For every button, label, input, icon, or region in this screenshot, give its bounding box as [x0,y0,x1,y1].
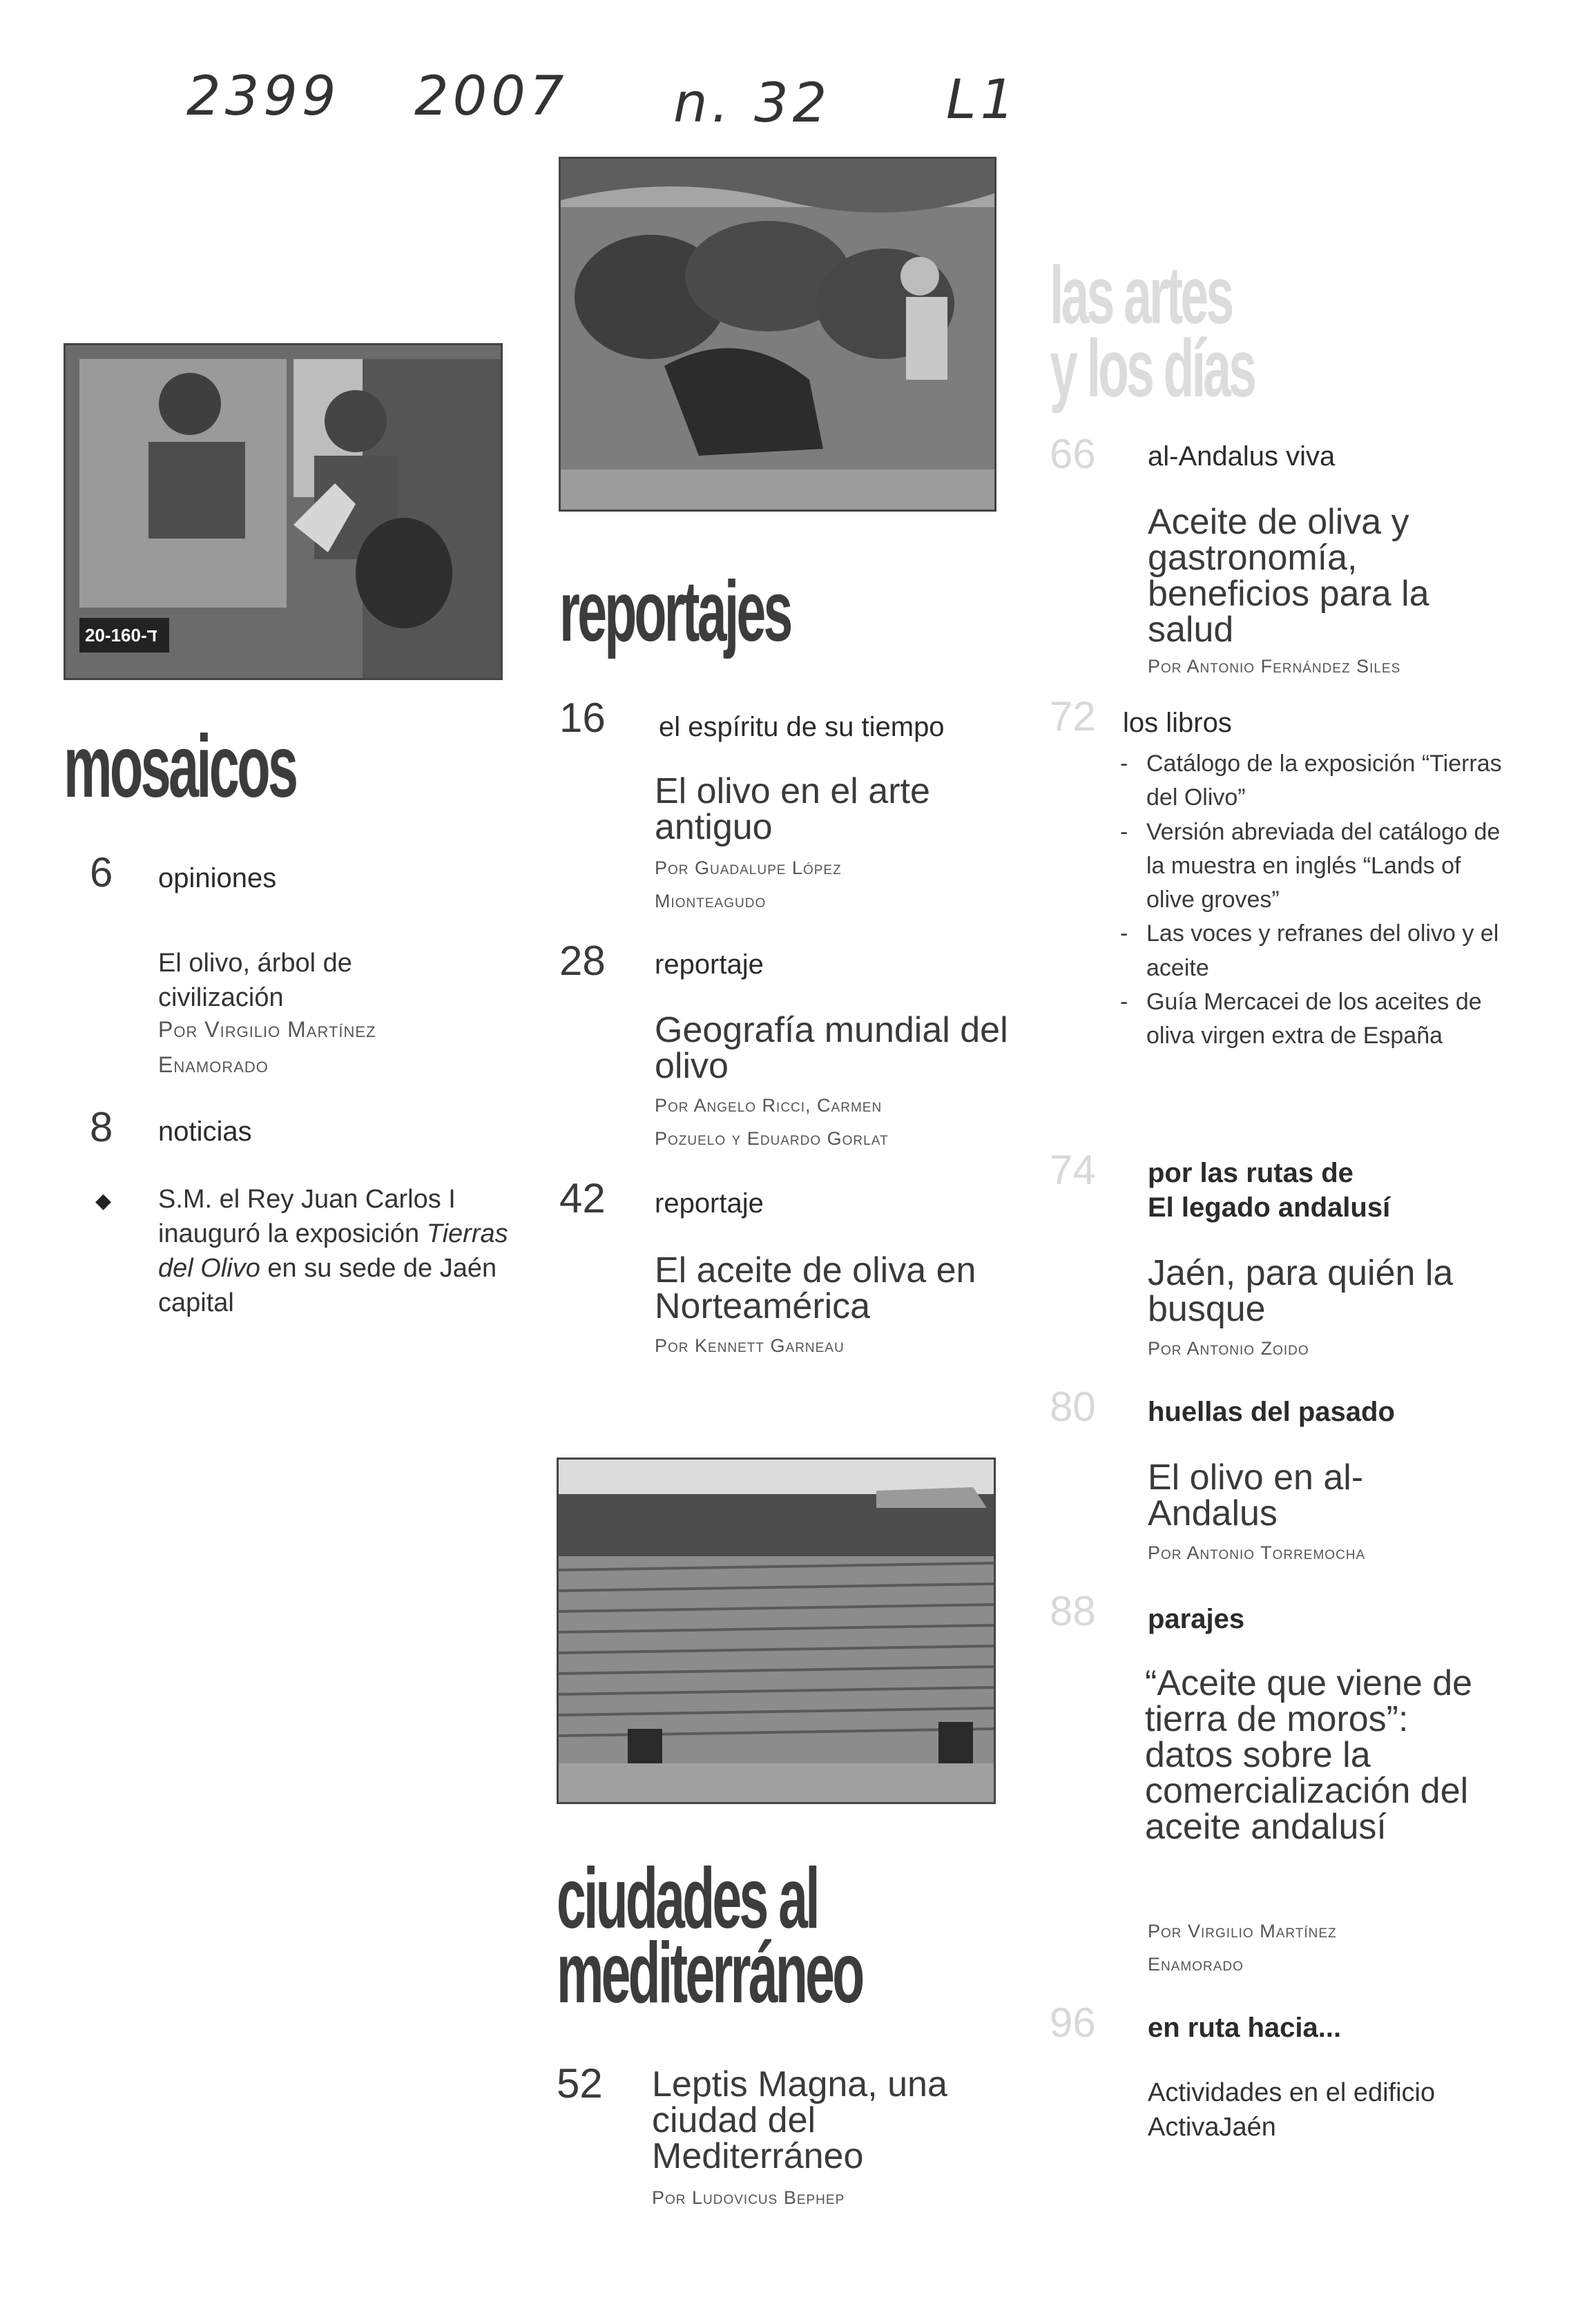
news-rey-juan-carlos [158,1182,517,1321]
kicker-huellas: huellas del pasado [1148,1397,1395,1427]
page-number-6: 6 [90,849,113,895]
section-title-artes-line1: las artes [1050,250,1232,341]
kicker-reportaje-28: reportaje [655,949,764,980]
headline-olivo-arte: El olivo en el arte antiguo [655,771,930,847]
page-number-80: 80 [1050,1384,1096,1430]
page-number-52: 52 [557,2060,603,2107]
page-number-42: 42 [559,1175,606,1221]
list-item: - Catálogo de la exposición “Tierras del Olivo” [1120,747,1507,815]
section-title-mosaicos: mosaicos [64,717,296,816]
page-number-72: 72 [1050,693,1096,739]
news-text-italic: Tierras del Olivo [158,1219,508,1284]
mosaic-image [561,159,994,510]
byline-bephep: Por Ludovicus Bephep [652,2187,845,2208]
page-number-66: 66 [1050,431,1096,477]
byline-guadalupe-2: Mionteagudo [655,891,767,911]
headline-olivo-al-andalus: El olivo en al-Andalus [1148,1458,1364,1533]
kicker-rutas-line1: por las rutas de [1148,1158,1353,1188]
kicker-espiritu: el espíritu de su tiempo [659,712,945,742]
byline-virgilio-2-line2: Enamorado [1148,1954,1244,1975]
byline-torremocha: Por Antonio Torremocha [1148,1542,1366,1563]
truck-plate: 20-160-ד [85,625,157,646]
kicker-en-ruta: en ruta hacia... [1148,2013,1342,2043]
page-number-28: 28 [559,938,606,984]
kicker-reportaje-42: reportaje [655,1188,764,1219]
bullet-diamond-icon: ◆ [95,1190,112,1212]
page-number-74: 74 [1050,1147,1096,1193]
byline-guadalupe-1: Por Guadalupe López [655,858,842,878]
page-number-8: 8 [90,1104,113,1150]
kicker-los-libros: los libros [1123,708,1232,738]
page-number-16: 16 [559,695,606,741]
kicker-parajes: parajes [1148,1604,1245,1634]
handwritten-id: 2399 [186,66,340,128]
byline-virgilio-1: Por Virgilio Martínez Enamorado [158,1017,376,1078]
byline-zoido: Por Antonio Zoido [1148,1338,1309,1359]
byline-ricci-2: Pozuelo y Eduardo Gorlat [655,1128,889,1149]
byline-ricci-1: Por Angelo Ricci, Carmen [655,1095,883,1116]
handwritten-issue: n. 32 [673,72,831,135]
page-number-96: 96 [1050,1999,1096,2046]
list-item: - Las voces y refranes del olivo y el aceite [1120,917,1507,985]
photo-soldiers-truck [64,343,503,680]
headline-jaen: Jaén, para quién la busque [1148,1253,1454,1329]
headline-olivo-arbol: El olivo, árbol de civilización [158,949,352,1013]
byline-virgilio-2-line1: Por Virgilio Martínez [1148,1921,1337,1941]
handwritten-year: 2007 [414,66,568,128]
section-title-ciudades-line2: mediterráneo [557,1926,863,2021]
photo-roman-mosaic [559,157,996,512]
page-number-88: 88 [1050,1588,1096,1634]
list-item: - Guía Mercacei de los aceites de oliva virgen extra de España [1120,985,1507,1054]
news-text-before: S.M. el Rey Juan Carlos I inauguró la exposición [158,1185,456,1249]
kicker-al-andalus-viva: al-Andalus viva [1148,441,1336,472]
headline-aceite-gastronomia: Aceite de oliva y gastronomía, beneficios para la salud [1148,502,1429,650]
list-item: - Versión abreviada del catálogo de la muestra en inglés “Lands of olive groves” [1120,815,1507,918]
headline-geografia: Geografía mundial del olivo [655,1010,1008,1086]
headline-aceite-norteamerica: El aceite de oliva en Norteamérica [655,1250,976,1326]
kicker-noticias: noticias [158,1116,252,1147]
kicker-rutas-line2: El legado andalusí [1148,1192,1391,1223]
headline-aceite-moros: “Aceite que viene de tierra de moros”: datos sobre la comercialización del aceite andalusí [1145,1663,1473,1847]
section-title-artes-line2: y los días [1050,323,1255,414]
text-actividades: Actividades en el edificio ActivaJaén [1148,2078,1436,2142]
byline-fernandez-siles: Por Antonio Fernández Siles [1148,656,1401,677]
section-title-reportajes: reportajes [559,564,791,659]
headline-leptis-magna: Leptis Magna, una ciudad del Mediterráneo [652,2064,947,2176]
kicker-opiniones: opiniones [158,863,277,893]
leptis-magna-image [559,1460,994,1802]
handwritten-code: L1 [946,69,1019,131]
section-title-ciudades-line1: ciudades al [557,1851,818,1946]
books-list [1120,747,1507,1054]
news-text-after: en su sede de Jaén capital [158,1254,497,1318]
byline-garneau: Por Kennett Garneau [655,1335,845,1356]
photo-leptis-magna [557,1458,996,1804]
